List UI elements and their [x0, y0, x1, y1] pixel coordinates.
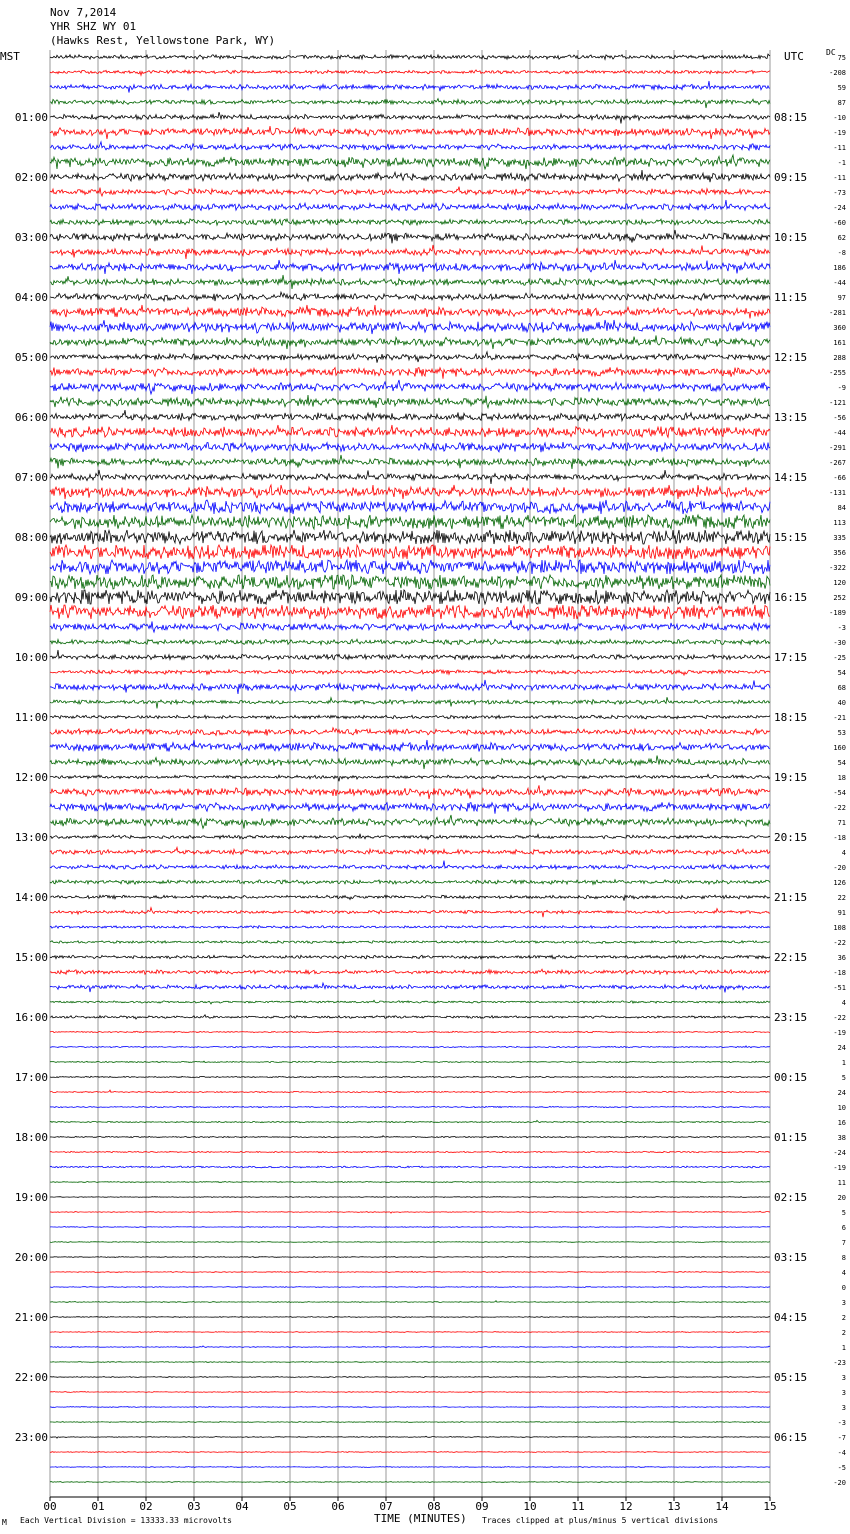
seismic-trace [50, 1061, 770, 1063]
dc-offset-label: 75 [837, 54, 846, 62]
seismic-trace [50, 639, 770, 644]
left-hour-label: 01:00 [14, 111, 48, 124]
seismic-trace [50, 545, 770, 559]
dc-offset-label: 335 [833, 534, 846, 542]
right-hour-label: 20:15 [774, 831, 808, 844]
seismic-trace [50, 1362, 770, 1363]
right-hour-label: 04:15 [774, 1311, 808, 1324]
dc-offset-label: -131 [829, 489, 846, 497]
dc-offset-label: 53 [837, 729, 846, 737]
seismic-trace [50, 245, 770, 259]
dc-offset-label: 54 [837, 669, 846, 677]
dc-offset-label: 91 [837, 909, 846, 917]
dc-offset-label: -9 [837, 384, 846, 392]
seismic-trace [50, 785, 770, 799]
seismic-trace [50, 1120, 770, 1122]
x-tick-label: 03 [187, 1500, 201, 1513]
right-hour-label: 23:15 [774, 1011, 808, 1024]
dc-offset-label: 71 [837, 819, 846, 827]
dc-offset-label: -5 [837, 1464, 846, 1472]
dc-offset-label: -19 [833, 1029, 846, 1037]
x-tick-label: 15 [763, 1500, 777, 1513]
right-hour-label: 18:15 [774, 711, 808, 724]
dc-offset-label: 1 [841, 1344, 846, 1352]
dc-offset-label: 360 [833, 324, 846, 332]
right-hour-label: 15:15 [774, 531, 808, 544]
left-hour-label: 16:00 [14, 1011, 48, 1024]
seismic-trace [50, 670, 770, 675]
dc-offset-label: 22 [837, 894, 846, 902]
left-hour-label: 14:00 [14, 891, 48, 904]
dc-offset-label: 4 [841, 1269, 846, 1277]
seismic-trace [50, 305, 770, 318]
dc-offset-label: 186 [833, 264, 846, 272]
right-hour-label: 12:15 [774, 351, 808, 364]
seismic-trace [50, 485, 770, 499]
right-hour-label: 02:15 [774, 1191, 808, 1204]
seismic-trace [50, 515, 770, 529]
seismic-trace [50, 155, 770, 169]
right-hour-label: 17:15 [774, 651, 808, 664]
left-hour-label: 22:00 [14, 1371, 48, 1384]
left-hour-label: 03:00 [14, 231, 48, 244]
dc-offset-label: 4 [841, 999, 846, 1007]
seismic-trace [50, 352, 770, 363]
dc-offset-label: -22 [833, 1014, 846, 1022]
seismic-trace [50, 650, 770, 660]
dc-offset-label: 97 [837, 294, 846, 302]
seismic-trace [50, 187, 770, 196]
seismic-trace [50, 1346, 770, 1348]
dc-offset-label: 11 [837, 1179, 846, 1187]
seismic-trace [50, 756, 770, 770]
dc-offset-label: -73 [833, 189, 846, 197]
seismic-trace [50, 847, 770, 854]
left-hour-label: 12:00 [14, 771, 48, 784]
dc-offset-label: 108 [833, 924, 846, 932]
seismic-trace [50, 320, 770, 334]
seismic-trace [50, 112, 770, 123]
left-hour-label: 19:00 [14, 1191, 48, 1204]
dc-offset-label: -7 [837, 1434, 846, 1442]
dc-offset-label: -44 [833, 279, 846, 287]
seismic-trace [50, 260, 770, 274]
right-hour-label: 13:15 [774, 411, 808, 424]
seismic-trace [50, 455, 770, 469]
x-tick-label: 13 [667, 1500, 681, 1513]
seismic-trace [50, 1407, 770, 1408]
seismic-trace [50, 955, 770, 959]
seismic-trace [50, 1242, 770, 1243]
seismic-trace [50, 834, 770, 840]
dc-offset-label: -11 [833, 174, 846, 182]
seismic-trace [50, 1197, 770, 1198]
right-hour-label: 19:15 [774, 771, 808, 784]
seismic-trace [50, 335, 770, 349]
dc-offset-label: 20 [837, 1194, 846, 1202]
dc-offset-label: 38 [837, 1134, 846, 1142]
dc-offset-label: -19 [833, 129, 846, 137]
seismic-trace [50, 367, 770, 378]
seismic-trace [50, 230, 770, 243]
seismic-trace [50, 728, 770, 736]
left-hour-label: 15:00 [14, 951, 48, 964]
seismic-trace [50, 292, 770, 301]
right-hour-label: 21:15 [774, 891, 808, 904]
x-tick-label: 05 [283, 1500, 297, 1513]
dc-offset-label: -121 [829, 399, 846, 407]
dc-offset-label: -18 [833, 969, 846, 977]
x-tick-label: 06 [331, 1500, 345, 1513]
dc-offset-label: -44 [833, 429, 846, 437]
dc-offset-label: 2 [841, 1314, 846, 1322]
left-hour-label: 21:00 [14, 1311, 48, 1324]
seismic-trace [50, 425, 770, 437]
x-tick-label: 14 [715, 1500, 729, 1513]
seismic-trace [50, 500, 770, 514]
seismic-trace [50, 1182, 770, 1183]
dc-offset-label: -1 [837, 159, 846, 167]
seismic-trace [50, 740, 770, 752]
dc-offset-label: -189 [829, 609, 846, 617]
seismic-trace [50, 1482, 770, 1483]
seismic-trace [50, 142, 770, 150]
dc-offset-label: -54 [833, 789, 846, 797]
corner-mark: M [2, 1518, 7, 1527]
right-hour-label: 10:15 [774, 231, 808, 244]
left-hour-label: 02:00 [14, 171, 48, 184]
seismic-trace [50, 590, 770, 604]
dc-offset-label: 288 [833, 354, 846, 362]
seismic-trace [50, 1031, 770, 1032]
dc-label: DC [826, 48, 836, 57]
dc-offset-label: -18 [833, 834, 846, 842]
seismic-trace [50, 126, 770, 139]
seismic-trace [50, 861, 770, 870]
seismic-trace [50, 1436, 770, 1438]
dc-offset-label: -24 [833, 1149, 846, 1157]
x-tick-label: 10 [523, 1500, 537, 1513]
seismic-trace [50, 442, 770, 452]
dc-offset-label: 16 [837, 1119, 846, 1127]
seismic-trace [50, 395, 770, 408]
seismic-trace [50, 470, 770, 484]
seismic-trace [50, 620, 770, 632]
seismic-trace [50, 941, 770, 944]
left-hour-label: 08:00 [14, 531, 48, 544]
dc-offset-label: 161 [833, 339, 846, 347]
dc-offset-label: 356 [833, 549, 846, 557]
dc-offset-label: -322 [829, 564, 846, 572]
dc-offset-label: 3 [841, 1374, 846, 1382]
seismic-trace [50, 1015, 770, 1019]
x-tick-label: 04 [235, 1500, 249, 1513]
dc-offset-label: 3 [841, 1389, 846, 1397]
seismic-trace [50, 1422, 770, 1423]
left-hour-label: 10:00 [14, 651, 48, 664]
dc-offset-label: 54 [837, 759, 846, 767]
seismic-trace [50, 530, 770, 544]
seismic-trace [50, 575, 770, 589]
right-hour-label: 06:15 [774, 1431, 808, 1444]
dc-offset-label: 8 [841, 1254, 846, 1262]
dc-offset-label: -22 [833, 939, 846, 947]
seismic-trace [50, 1287, 770, 1288]
dc-offset-label: 3 [841, 1299, 846, 1307]
dc-offset-label: -21 [833, 714, 846, 722]
seismic-trace [50, 275, 770, 289]
seismic-trace [50, 560, 770, 574]
dc-offset-label: -56 [833, 414, 846, 422]
seismic-trace [50, 1106, 770, 1107]
seismic-trace [50, 697, 770, 708]
dc-offset-label: 59 [837, 84, 846, 92]
seismic-trace [50, 1076, 770, 1077]
dc-offset-label: 1 [841, 1059, 846, 1067]
right-hour-label: 08:15 [774, 111, 808, 124]
dc-offset-label: -22 [833, 804, 846, 812]
seismic-trace [50, 1452, 770, 1453]
seismic-trace [50, 1090, 770, 1093]
dc-offset-label: 113 [833, 519, 846, 527]
seismic-trace [50, 605, 770, 619]
dc-offset-label: 40 [837, 699, 846, 707]
right-hour-label: 22:15 [774, 951, 808, 964]
seismic-trace [50, 983, 770, 992]
dc-offset-label: 252 [833, 594, 846, 602]
dc-offset-label: -3 [837, 624, 846, 632]
seismic-trace [50, 1151, 770, 1152]
dc-offset-label: 36 [837, 954, 846, 962]
left-hour-label: 09:00 [14, 591, 48, 604]
x-tick-label: 01 [91, 1500, 105, 1513]
seismic-trace [50, 219, 770, 225]
x-tick-label: 00 [43, 1500, 57, 1513]
dc-offset-label: 3 [841, 1404, 846, 1412]
seismic-trace [50, 200, 770, 211]
seismic-trace [50, 1392, 770, 1393]
x-tick-label: 11 [571, 1500, 585, 1513]
seismic-trace [50, 1467, 770, 1468]
seismic-trace [50, 1332, 770, 1333]
dc-offset-label: -24 [833, 204, 846, 212]
left-hour-label: 04:00 [14, 291, 48, 304]
dc-offset-label: -4 [837, 1449, 846, 1457]
seismic-trace [50, 1046, 770, 1048]
seismic-trace [50, 774, 770, 781]
dc-offset-label: 87 [837, 99, 846, 107]
x-axis-title: TIME (MINUTES) [374, 1512, 467, 1525]
seismic-trace [50, 1271, 770, 1272]
left-hour-label: 23:00 [14, 1431, 48, 1444]
x-tick-label: 07 [379, 1500, 393, 1513]
right-hour-label: 16:15 [774, 591, 808, 604]
seismic-trace [50, 880, 770, 885]
seismic-trace [50, 802, 770, 813]
dc-offset-label: 5 [841, 1209, 846, 1217]
header-location: (Hawks Rest, Yellowstone Park, WY) [50, 34, 276, 47]
right-hour-label: 11:15 [774, 291, 808, 304]
seismic-trace [50, 170, 770, 182]
dc-offset-label: 126 [833, 879, 846, 887]
seismic-trace [50, 81, 770, 93]
seismic-trace [50, 380, 770, 394]
dc-offset-label: 7 [841, 1239, 846, 1247]
dc-offset-label: 2 [841, 1329, 846, 1337]
left-hour-label: 20:00 [14, 1251, 48, 1264]
header-date: Nov 7,2014 [50, 6, 117, 19]
scale-note: Each Vertical Division = 13333.33 microvolts [20, 1516, 232, 1525]
x-tick-label: 02 [139, 1500, 153, 1513]
right-hour-label: 09:15 [774, 171, 808, 184]
seismic-trace [50, 1377, 770, 1378]
dc-offset-label: -267 [829, 459, 846, 467]
seismic-trace [50, 1257, 770, 1258]
x-tick-label: 12 [619, 1500, 633, 1513]
seismic-trace [50, 680, 770, 694]
seismic-trace [50, 926, 770, 929]
right-hour-label: 03:15 [774, 1251, 808, 1264]
seismic-trace [50, 54, 770, 59]
seismic-trace [50, 99, 770, 108]
dc-offset-label: 62 [837, 234, 846, 242]
seismic-trace [50, 908, 770, 918]
dc-offset-label: 24 [837, 1089, 846, 1097]
dc-offset-label: -66 [833, 474, 846, 482]
x-tick-label: 08 [427, 1500, 441, 1513]
left-timezone-label: MST [0, 50, 20, 63]
dc-offset-label: -60 [833, 219, 846, 227]
seismic-trace [50, 895, 770, 901]
right-hour-label: 00:15 [774, 1071, 808, 1084]
left-hour-label: 06:00 [14, 411, 48, 424]
dc-offset-label: -281 [829, 309, 846, 317]
left-hour-label: 07:00 [14, 471, 48, 484]
right-timezone-label: UTC [784, 50, 804, 63]
dc-offset-label: -3 [837, 1419, 846, 1427]
dc-offset-label: 5 [841, 1074, 846, 1082]
seismic-trace [50, 1301, 770, 1303]
dc-offset-label: 160 [833, 744, 846, 752]
dc-offset-label: 0 [841, 1284, 846, 1292]
dc-offset-label: 6 [841, 1224, 846, 1232]
dc-offset-label: 10 [837, 1104, 846, 1112]
dc-offset-label: -11 [833, 144, 846, 152]
right-hour-label: 05:15 [774, 1371, 808, 1384]
dc-offset-label: 84 [837, 504, 846, 512]
dc-offset-label: -25 [833, 654, 846, 662]
seismic-trace [50, 1227, 770, 1228]
header-station: YHR SHZ WY 01 [50, 20, 137, 33]
dc-offset-label: 24 [837, 1044, 846, 1052]
left-hour-label: 13:00 [14, 831, 48, 844]
right-hour-label: 14:15 [774, 471, 808, 484]
seismic-trace [50, 410, 770, 421]
seismic-trace [50, 1166, 770, 1168]
right-hour-label: 01:15 [774, 1131, 808, 1144]
clip-note: Traces clipped at plus/minus 5 vertical divisions [482, 1516, 719, 1525]
dc-offset-label: -51 [833, 984, 846, 992]
dc-offset-label: -23 [833, 1359, 846, 1367]
seismic-trace [50, 715, 770, 719]
dc-offset-label: -20 [833, 1479, 846, 1487]
seismic-trace [50, 1000, 770, 1004]
left-hour-label: 11:00 [14, 711, 48, 724]
dc-offset-label: -255 [829, 369, 846, 377]
seismic-trace [50, 70, 770, 75]
dc-offset-label: -10 [833, 114, 846, 122]
left-hour-label: 17:00 [14, 1071, 48, 1084]
dc-offset-label: 68 [837, 684, 846, 692]
dc-offset-label: -20 [833, 864, 846, 872]
seismic-trace [50, 815, 770, 829]
seismic-trace [50, 1211, 770, 1213]
seismic-trace [50, 969, 770, 974]
dc-offset-label: 18 [837, 774, 846, 782]
x-tick-label: 09 [475, 1500, 489, 1513]
dc-offset-label: -208 [829, 69, 846, 77]
dc-offset-label: 120 [833, 579, 846, 587]
seismic-trace [50, 1136, 770, 1138]
dc-offset-label: -19 [833, 1164, 846, 1172]
dc-offset-label: 4 [841, 849, 846, 857]
dc-offset-label: -8 [837, 249, 846, 257]
seismic-trace [50, 1317, 770, 1318]
left-hour-label: 05:00 [14, 351, 48, 364]
left-hour-label: 18:00 [14, 1131, 48, 1144]
dc-offset-label: -291 [829, 444, 846, 452]
dc-offset-label: -30 [833, 639, 846, 647]
